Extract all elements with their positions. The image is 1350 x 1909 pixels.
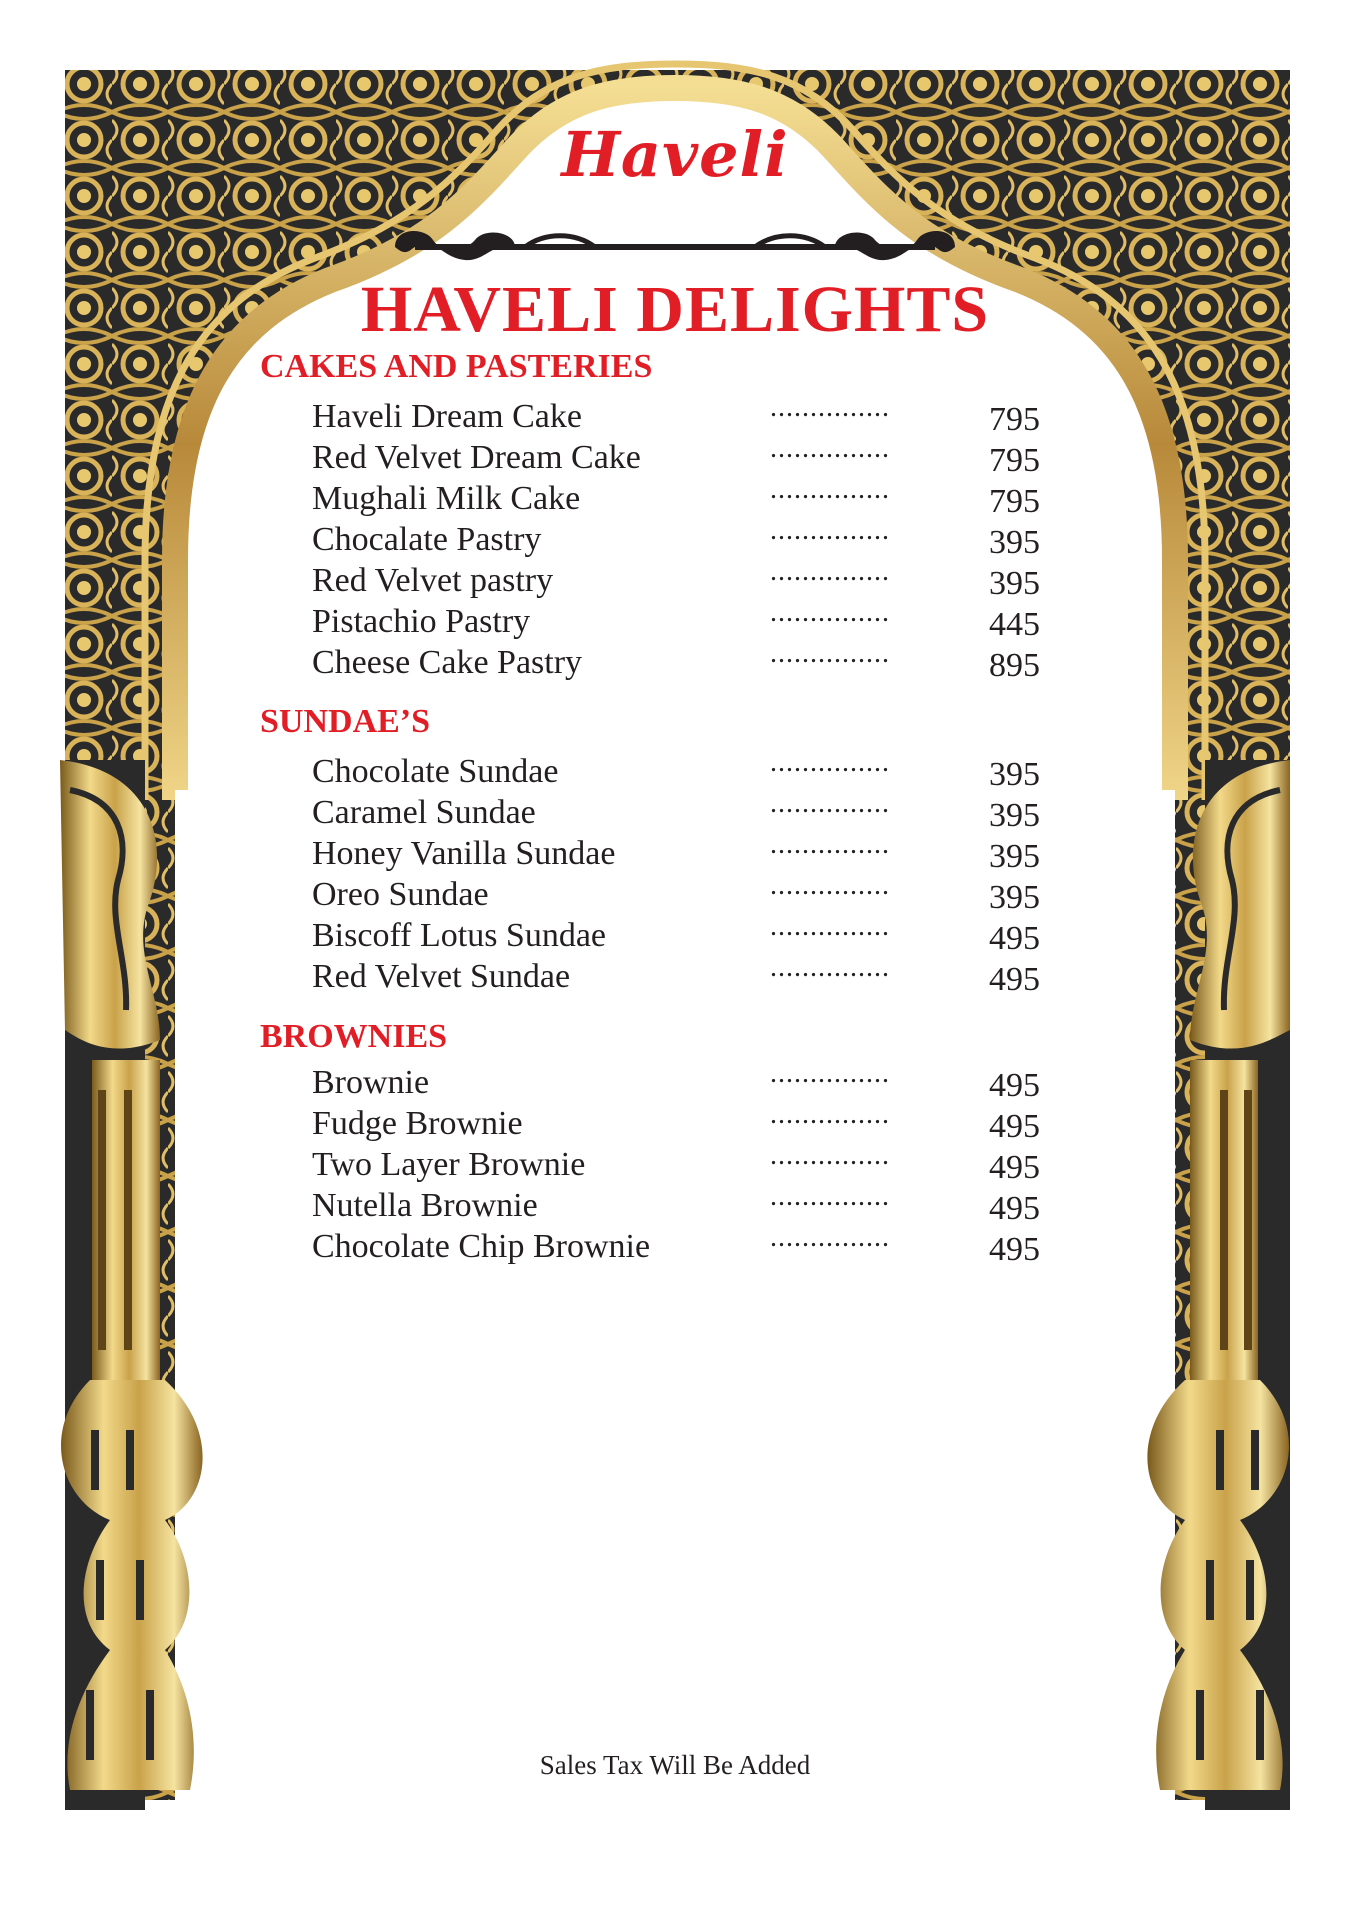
item-name: Caramel Sundae xyxy=(312,794,536,831)
item-leader-dots: ............... xyxy=(770,1222,890,1253)
menu-item xyxy=(312,556,1072,602)
item-price: 795 xyxy=(989,483,1040,520)
menu-item xyxy=(312,515,1072,561)
item-price: 495 xyxy=(989,961,1040,998)
item-leader-dots: ............... xyxy=(770,870,890,901)
item-price: 495 xyxy=(989,920,1040,957)
item-price: 395 xyxy=(989,565,1040,602)
menu-item xyxy=(312,747,1072,793)
item-name: Biscoff Lotus Sundae xyxy=(312,917,607,954)
item-price: 495 xyxy=(989,1190,1040,1227)
item-leader-dots: ............... xyxy=(770,911,890,942)
item-name: Oreo Sundae xyxy=(312,876,489,913)
menu-item xyxy=(312,1058,1072,1104)
item-name: Fudge Brownie xyxy=(312,1105,523,1142)
item-price: 795 xyxy=(989,401,1040,438)
item-price: 445 xyxy=(989,606,1040,643)
item-leader-dots: ............... xyxy=(770,1058,890,1089)
menu-item xyxy=(312,1099,1072,1145)
item-price: 395 xyxy=(989,756,1040,793)
item-price: 395 xyxy=(989,838,1040,875)
item-price: 495 xyxy=(989,1231,1040,1268)
menu-item xyxy=(312,829,1072,875)
menu-item xyxy=(312,952,1072,998)
item-name: Honey Vanilla Sundae xyxy=(312,835,616,872)
haveli-logo: Haveli xyxy=(561,118,789,191)
item-leader-dots: ............... xyxy=(770,788,890,819)
section-title-brownies: BROWNIES xyxy=(260,1018,448,1055)
item-price: 395 xyxy=(989,524,1040,561)
menu-item xyxy=(312,870,1072,916)
item-leader-dots: ............... xyxy=(770,433,890,464)
menu-item xyxy=(312,638,1072,684)
item-price: 495 xyxy=(989,1108,1040,1145)
item-name: Red Velvet pastry xyxy=(312,562,554,599)
item-leader-dots: ............... xyxy=(770,556,890,587)
menu-item xyxy=(312,911,1072,957)
item-name: Nutella Brownie xyxy=(312,1187,538,1224)
item-name: Pistachio Pastry xyxy=(312,603,531,640)
item-price: 395 xyxy=(989,797,1040,834)
menu-item xyxy=(312,1140,1072,1186)
item-name: Cheese Cake Pastry xyxy=(312,644,583,681)
item-leader-dots: ............... xyxy=(770,515,890,546)
item-leader-dots: ............... xyxy=(770,474,890,505)
section-title-cakes: CAKES AND PASTERIES xyxy=(260,348,653,385)
item-leader-dots: ............... xyxy=(770,747,890,778)
item-name: Two Layer Brownie xyxy=(312,1146,586,1183)
item-price: 495 xyxy=(989,1149,1040,1186)
item-leader-dots: ............... xyxy=(770,952,890,983)
item-name: Brownie xyxy=(312,1064,430,1101)
menu-item xyxy=(312,433,1072,479)
menu-item xyxy=(312,392,1072,438)
item-leader-dots: ............... xyxy=(770,829,890,860)
item-leader-dots: ............... xyxy=(770,597,890,628)
divider-flourish-icon xyxy=(385,222,965,272)
item-leader-dots: ............... xyxy=(770,1099,890,1130)
item-name: Red Velvet Sundae xyxy=(312,958,571,995)
sales-tax-note: Sales Tax Will Be Added xyxy=(539,1750,811,1780)
item-price: 495 xyxy=(989,1067,1040,1104)
section-title-sundaes: SUNDAE’S xyxy=(260,703,431,740)
item-name: Haveli Dream Cake xyxy=(312,398,582,435)
item-price: 895 xyxy=(989,647,1040,684)
item-leader-dots: ............... xyxy=(770,1140,890,1171)
item-name: Chocolate Sundae xyxy=(312,753,559,790)
item-name: Chocalate Pastry xyxy=(312,521,542,558)
item-name: Mughali Milk Cake xyxy=(312,480,581,517)
item-name: Red Velvet Dream Cake xyxy=(312,439,641,476)
menu-item xyxy=(312,597,1072,643)
menu-item xyxy=(312,1181,1072,1227)
menu-item xyxy=(312,474,1072,520)
menu-item xyxy=(312,788,1072,834)
menu-title: HAVELI DELIGHTS xyxy=(360,273,990,346)
menu-item xyxy=(312,1222,1072,1268)
item-leader-dots: ............... xyxy=(770,1181,890,1212)
item-leader-dots: ............... xyxy=(770,638,890,669)
item-leader-dots: ............... xyxy=(770,392,890,423)
item-price: 795 xyxy=(989,442,1040,479)
item-price: 395 xyxy=(989,879,1040,916)
item-name: Chocolate Chip Brownie xyxy=(312,1228,651,1265)
